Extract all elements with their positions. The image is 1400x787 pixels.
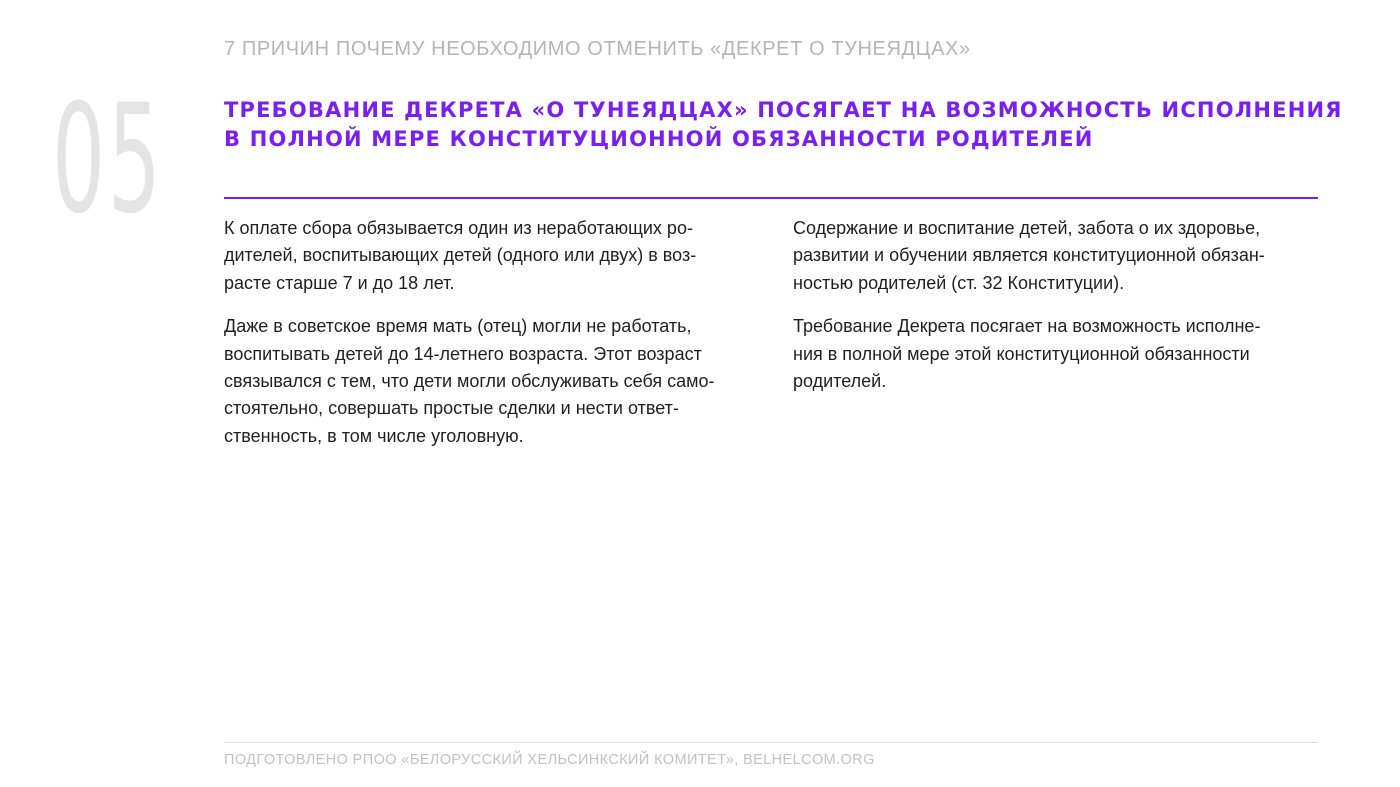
paragraph xyxy=(793,313,1318,395)
text-line: ностью родителей (ст. 32 Конституции). xyxy=(793,272,1125,293)
text-line: родителей. xyxy=(793,371,887,392)
text-line: воспитывать детей до 14-летнего возраста. Этот возраст xyxy=(224,343,702,364)
paragraph xyxy=(793,215,1318,297)
text-line: связывался с тем, что дети могли обслуживать себя само- xyxy=(224,371,715,392)
headline-line: ТРЕБОВАНИЕ ДЕКРЕТА «О ТУНЕЯДЦАХ» ПОСЯГАЕТ НА ВОЗМОЖНОСТЬ ИСПОЛНЕНИЯ xyxy=(224,98,1343,122)
headline-line: В ПОЛНОЙ МЕРЕ КОНСТИТУЦИОННОЙ ОБЯЗАННОСТИ РОДИТЕЛЕЙ xyxy=(224,127,1094,151)
text-line: расте старше 7 и до 18 лет. xyxy=(224,272,455,293)
section-number: 05 xyxy=(52,73,164,247)
text-line: ственность, в том числе уголовную. xyxy=(224,425,524,446)
headline xyxy=(224,96,1343,154)
footer-divider xyxy=(224,742,1318,743)
text-line: стоятельно, совершать простые сделки и нести ответ- xyxy=(224,398,679,419)
text-line: Содержание и воспитание детей, забота о их здоровье, xyxy=(793,218,1261,238)
text-line: ния в полной мере этой конституционной обязанности xyxy=(793,343,1250,364)
text-line: Требование Декрета посягает на возможность исполне- xyxy=(793,316,1261,337)
accent-divider xyxy=(224,197,1318,199)
paragraph xyxy=(224,215,754,297)
text-line: К оплате сбора обязывается один из неработающих ро- xyxy=(224,218,693,238)
text-line: дителей, воспитывающих детей (одного или двух) в воз- xyxy=(224,245,697,266)
left-column xyxy=(224,215,754,466)
text-line: развитии и обучении является конституционной обязан- xyxy=(793,245,1265,266)
footer-credit: ПОДГОТОВЛЕНО РПОО «БЕЛОРУССКИЙ ХЕЛЬСИНКСКИЙ КОМИТЕТ», BELHELCOM.ORG xyxy=(224,752,875,768)
text-line: Даже в советское время мать (отец) могли не работать, xyxy=(224,316,692,337)
paragraph xyxy=(224,313,754,450)
series-title: 7 ПРИЧИН ПОЧЕМУ НЕОБХОДИМО ОТМЕНИТЬ «ДЕКРЕТ О ТУНЕЯДЦАХ» xyxy=(224,38,971,60)
right-column xyxy=(793,215,1318,411)
